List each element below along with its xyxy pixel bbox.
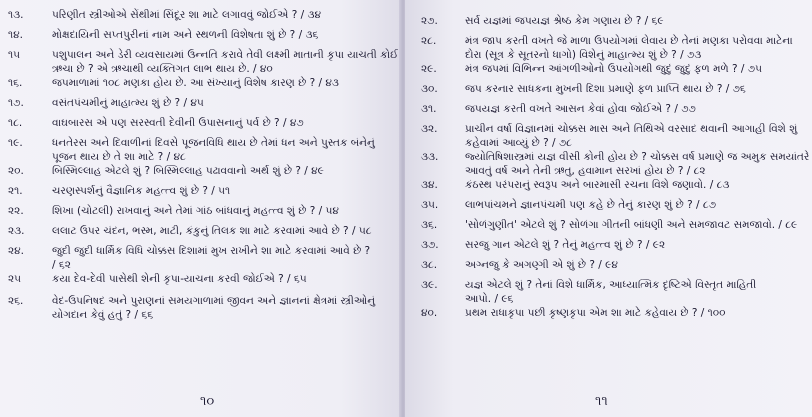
toc-entry (421, 34, 805, 62)
toc-entry-number: ૨૧. (8, 185, 23, 197)
toc-entry-text (52, 28, 394, 42)
toc-entry-line: પ્રાચીન વર્ષા વિજ્ઞાનમાં ચોક્કસ માસ અને તિથિએ વરસાદ થવાની આગાહી વિશે શું (465, 123, 798, 135)
toc-entry-number: ૩૮. (421, 259, 438, 271)
toc-entry-line: વાઘબારસ એ પણ સરસ્વતી દેવીની ઉપાસનાનું પર્વ છે ? / ૪૭ (52, 117, 304, 129)
toc-entry-text (465, 82, 805, 96)
toc-entry-number: ૧૮. (8, 117, 23, 129)
toc-entry-number: ૧૩. (8, 9, 24, 21)
toc-entry-text (465, 258, 805, 272)
toc-entry-line: જુદી જુદી ધાર્મિક વિધિ ચોક્કસ દિશામાં મુખ રાખીને શા માટે કરવામાં આવે છે ? (52, 245, 371, 257)
toc-entry (8, 136, 394, 164)
toc-entry-line: અગ્નજુ કે અગણ્ગી એ શું છે ? / ૯૪ (465, 259, 618, 271)
toc-entry-line: વસંતપંચમીનું માહાત્મ્ય શું છે ? / ૪૫ (52, 97, 204, 109)
toc-entry-line: ઋચા છે ? એ ઋચાથી વ્યક્તિગત લાભ થાય છે. / ૪૦ (52, 63, 273, 75)
toc-entry (8, 272, 394, 286)
toc-entry (421, 258, 805, 272)
toc-entry-line: દોરા (સૂત્ર કે સૂતરનો ધાગો) વિશેનું માહાત્મ્ય શું છે ? / ૭૩ (465, 49, 702, 61)
toc-entry (8, 224, 394, 238)
toc-entry-line: પ્રથમ રાધાકૃપા પછી કૃષ્ણકૃપા એમ શા માટે કહેવાય છે ? / ૧૦૦ (465, 307, 726, 319)
toc-entry-line: આપો. / ૯૬ (465, 293, 514, 305)
toc-entry-line: મંત્ર જપમાં વિભિન્ન આંગળીઓનો ઉપયોગથી જુદું જુદું ફળ મળે ? / ૭૫ (465, 63, 763, 75)
toc-entry-text (465, 218, 805, 232)
toc-entry (8, 294, 394, 322)
page-number-right: ૧૧ (595, 394, 608, 409)
toc-entry-number: ૨૨. (8, 205, 24, 217)
toc-entry (8, 28, 394, 42)
toc-entry-text (52, 244, 394, 272)
toc-entry-line: ધનતેરસ અને દિવાળીનાં દિવસે પૂજનવિધિ થાય છે તેમાં ધન અને પુસ્તક બંનેનું (52, 137, 375, 149)
toc-entry-line: મંત્ર જાપ કરતી વખતે જે માળા ઉપયોગમાં લેવાય છે તેનાં મણકા પરોવવા માટેના (465, 35, 793, 47)
toc-entry (421, 178, 805, 192)
toc-entry-line: કંઠસ્થ પરંપરાનું સ્વરૂપ અને બારમાસી રચના વિશે જણાવો. / ૮૩ (465, 179, 730, 191)
toc-entry-line: ચરણસ્પર્શનું વૈજ્ઞાનિક મહત્ત્વ શું છે ? / ૫૧ (52, 185, 231, 197)
toc-entry-text (52, 294, 394, 322)
toc-entry (421, 150, 810, 178)
toc-entry (8, 76, 394, 90)
toc-entry-number: ૨૩. (8, 225, 25, 237)
toc-entry-line: 'સોળંગુણીત' એટલે શું ? સોળંગા ગીતની બાંધણી અને સમજાવટ સમજાવો. / ૮૯ (465, 219, 798, 231)
toc-entry-text (52, 96, 394, 110)
toc-entry-number: ૩૭. (421, 239, 439, 251)
toc-entry-text (465, 14, 805, 28)
toc-entry (8, 164, 394, 178)
toc-entry-line: સરજુ ગાન એટલે શું ? તેનું મહત્ત્વ શું છે ? / ૯૨ (465, 239, 666, 251)
toc-entry-number: ૨૬. (8, 295, 24, 307)
toc-entry-text (465, 34, 805, 62)
toc-entry-number: ૩૧. (421, 103, 437, 115)
toc-entry (8, 184, 394, 198)
toc-entry-text (52, 48, 398, 76)
toc-entry-line: કહેવામાં આવ્યું છે ? / ૭૮ (465, 137, 572, 149)
toc-entry (421, 102, 805, 116)
toc-entry-line: જપમાળામાં ૧૦૮ મણકા હોય છે. આ સંખ્યાનું વિશેષ કારણ છે ? / ૪૩ (52, 77, 339, 89)
toc-entry-number: ૨૮. (421, 35, 437, 47)
toc-entry-number: ૩૪. (421, 179, 438, 191)
page-number-left: ૧૦ (200, 394, 215, 409)
toc-entry (8, 244, 394, 272)
toc-entry (421, 278, 805, 306)
toc-entry (421, 306, 805, 320)
toc-entry-text (52, 164, 394, 178)
toc-entry-number: ૧૭. (8, 97, 24, 109)
toc-entry-text (465, 62, 805, 76)
toc-entry-line: યજ્ઞ એટલે શું ? તેનાં વિશે ધાર્મિક, આધ્યાત્મિક દૃષ્ટિએ વિસ્તૃત માહિતી (465, 279, 757, 291)
toc-entry-number: ૨૭. (421, 15, 438, 27)
toc-entry-line: પશુપાલન અને ડેરી વ્યવસાયમાં ઉન્નતિ કરાવે તેવી લક્ષ્મી માતાની કૃપા યાચતી કોઈ (52, 49, 399, 61)
toc-entry (421, 198, 805, 212)
toc-entry-text (465, 122, 805, 150)
toc-entry-line: મોક્ષદાયિની સપ્તપુરીનાં નામ અને સ્થળની વિશેષતા શું છે ? / ૩૬ (52, 29, 319, 41)
toc-entry-number: ૧૯. (8, 137, 23, 149)
toc-entry (421, 218, 805, 232)
toc-entry-number: ૧૫ (8, 49, 21, 61)
toc-entry-line: પરિણીત સ્ત્રીઓએ સેંથીમાં સિંદૂર શા માટે લગાવવું જોઈએ ? / ૩૪ (52, 9, 321, 21)
toc-entry-number: ૩૨. (421, 123, 438, 135)
toc-entry-number: ૧૪. (8, 29, 23, 41)
toc-entry-text (465, 198, 805, 212)
toc-entry-number: ૩૫. (421, 199, 439, 211)
toc-entry-line: બિસ્મિલ્લાહ એટલે શું ? બિસ્મિલ્લાહ પઢાવવાનો અર્થ શું છે ? / ૪૯ (52, 165, 324, 177)
toc-entry-text (52, 116, 394, 130)
toc-entry (421, 62, 805, 76)
toc-entry-line: પૂજન થાય છે તે શા માટે ? / ૪૮ (52, 151, 186, 163)
toc-entry-line: જપ કરનાર સાધકના મુખની દિશા પ્રમાણે ફળ પ્રાપ્તિ થાય છે ? / ૭૬ (465, 83, 746, 95)
toc-entry-number: ૨૯. (421, 63, 437, 75)
toc-entry-line: / ૬૨ (52, 259, 71, 271)
toc-entry (421, 14, 805, 28)
toc-entry-line: જપયજ્ઞ કરતી વખતે આસન કેવાં હોવા જોઈએ ? / ૭૭ (465, 103, 696, 115)
toc-entry-text (465, 102, 805, 116)
toc-entry (8, 8, 394, 22)
toc-entry-text (465, 278, 805, 306)
toc-entry-line: શિખા (ચોટલી) રાખવાનું અને તેમાં ગાંઠ બાંધવાનું મહત્ત્વ શું છે ? / ૫૪ (52, 205, 339, 217)
toc-entry (8, 204, 394, 218)
toc-entry-text (465, 150, 809, 178)
toc-entry-number: ૩૯. (421, 279, 438, 291)
toc-entry-number: ૩૩. (421, 151, 439, 163)
toc-entry-text (52, 272, 394, 286)
toc-entry-number: ૩૬. (421, 219, 438, 231)
toc-entry-number: ૨૫ (8, 273, 22, 285)
toc-entry-number: ૧૬. (8, 77, 23, 89)
toc-entry-line: યોગદાન કેવું હતું ? / ૬૬ (52, 309, 154, 321)
toc-entry-line: કયા દેવ-દેવી પાસેથી શેની કૃપા-યાચના કરવી જોઈએ ? / ૬૫ (52, 273, 307, 285)
toc-entry-line: સર્વ યજ્ઞમાં જપયજ્ઞ શ્રેષ્ઠ કેમ ગણાય છે ? / ૬૯ (465, 15, 664, 27)
left-page (0, 0, 401, 417)
toc-entry (421, 238, 805, 252)
toc-entry-text (465, 306, 805, 320)
toc-entry-line: આવતું વર્ષ અને તેની ઋતુ, હવામાન સરખાં હોય છે ? / ૮૨ (465, 165, 706, 177)
toc-entry-text (52, 76, 394, 90)
toc-entry (8, 48, 399, 76)
toc-entry-text (52, 184, 394, 198)
toc-entry-line: વેદ-ઉપનિષદ અને પુરાણનાં સમયગાળામાં જીવન અને જ્ઞાનનાં ક્ષેત્રમાં સ્ત્રીઓનું (52, 295, 376, 307)
toc-entry (421, 82, 805, 96)
toc-entry-line: લાભપાંચમને જ્ઞાનપંચમી પણ કહે છે તેનું કારણ શું છે ? / ૮૭ (465, 199, 716, 211)
toc-entry (421, 122, 805, 150)
toc-entry-line: જ્યોતિષિશાસ્ત્રમાં યજ્ઞ વીસી કોની હોય છે ? ચોક્કસ વર્ષ પ્રમાણે જ અમુક સમયાંતરે (465, 151, 810, 163)
toc-entry-text (52, 8, 394, 22)
toc-entry-text (52, 224, 394, 238)
right-page (405, 0, 812, 417)
toc-entry (8, 96, 394, 110)
toc-entry-number: ૨૪. (8, 245, 25, 257)
toc-entry-number: ૪૦. (421, 307, 438, 319)
toc-entry-text (52, 136, 394, 164)
toc-entry-text (52, 204, 394, 218)
toc-entry-text (465, 238, 805, 252)
toc-entry (8, 116, 394, 130)
toc-entry-line: લલાટ ઉપર ચંદન, ભસ્મ, માટી, કંકુનું તિલક શા માટે કરવામાં આવે છે ? / ૫૮ (52, 225, 372, 237)
toc-entry-text (465, 178, 805, 192)
toc-entry-number: ૨૦. (8, 165, 24, 177)
toc-entry-number: ૩૦. (421, 83, 438, 95)
